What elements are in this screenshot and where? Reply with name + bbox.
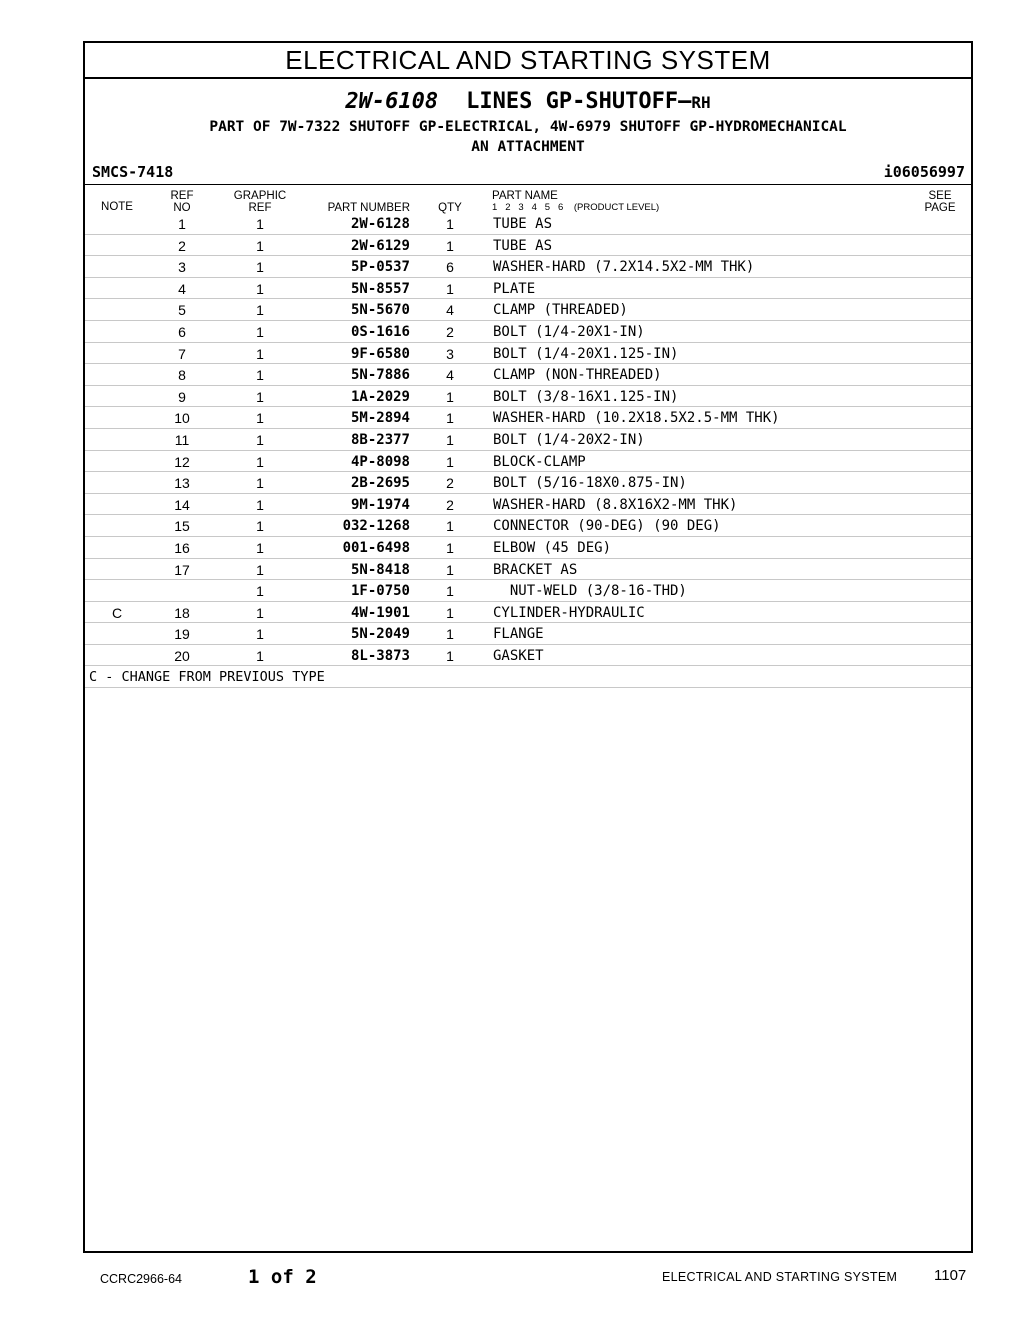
part-name-cell: BOLT (5/16-18X0.875-IN)	[493, 475, 687, 492]
quantity-cell: 1	[446, 539, 454, 556]
header-divider	[85, 184, 971, 185]
header-ref	[167, 190, 197, 214]
part-number-cell: 1A-2029	[350, 388, 410, 405]
part-of-line-1: PART OF 7W-7322 SHUTOFF GP-ELECTRICAL, 4W-6979 SHUTOFF GP-HYDROMECHANICAL	[209, 119, 847, 135]
ref-number-cell: 14	[174, 496, 190, 513]
ref-number-cell: 2	[178, 237, 186, 254]
table-row	[85, 494, 971, 516]
graphic-ref-cell: 1	[256, 626, 264, 643]
part-number-cell: 5N-8557	[350, 280, 410, 297]
table-row	[85, 537, 971, 559]
table-row	[85, 213, 971, 235]
graphic-ref-cell: 1	[256, 323, 264, 340]
table-row	[85, 451, 971, 473]
part-of-line-2: AN ATTACHMENT	[471, 139, 585, 155]
table-row	[85, 559, 971, 581]
table-row	[85, 407, 971, 429]
header-ref-bottom: NO	[173, 202, 191, 214]
quantity-cell: 1	[446, 237, 454, 254]
smcs-code: SMCS-7418	[92, 163, 174, 181]
table-row	[85, 321, 971, 343]
part-name-cell: BLOCK-CLAMP	[493, 453, 586, 470]
table-row	[85, 472, 971, 494]
part-name-cell: BRACKET AS	[493, 561, 578, 578]
graphic-ref-cell: 1	[256, 475, 264, 492]
graphic-ref-cell: 1	[256, 280, 264, 297]
header-see-bottom: PAGE	[924, 202, 956, 214]
part-number-cell: 4W-1901	[350, 604, 410, 621]
quantity-cell: 2	[446, 475, 454, 492]
part-number-cell: 5N-5670	[350, 302, 410, 319]
quantity-cell: 2	[446, 496, 454, 513]
table-row	[85, 278, 971, 300]
ref-number-cell: 11	[174, 431, 190, 448]
part-name-cell: FLANGE	[493, 626, 544, 643]
part-name-cell: CLAMP (NON-THREADED)	[493, 367, 662, 384]
part-name-cell: WASHER-HARD (7.2X14.5X2-MM THK)	[493, 259, 755, 276]
ref-number-cell: 7	[178, 345, 186, 362]
graphic-ref-cell: 1	[256, 561, 264, 578]
quantity-cell: 4	[446, 302, 454, 319]
quantity-cell: 1	[446, 518, 454, 535]
graphic-ref-cell: 1	[256, 237, 264, 254]
table-row	[85, 299, 971, 321]
quantity-cell: 1	[446, 216, 454, 232]
quantity-cell: 1	[446, 453, 454, 470]
part-name-cell: CLAMP (THREADED)	[493, 302, 628, 319]
table-row	[85, 623, 971, 645]
graphic-ref-cell: 1	[256, 583, 264, 600]
table-row	[85, 515, 971, 537]
ref-number-cell: 6	[178, 323, 186, 340]
part-number-cell: 5N-8418	[350, 561, 410, 578]
ref-number-cell: 15	[174, 518, 190, 535]
quantity-cell: 1	[446, 410, 454, 427]
ref-number-cell: 10	[174, 410, 190, 427]
header-graphic-top: GRAPHIC	[233, 190, 287, 202]
header-see-page	[920, 190, 960, 214]
graphic-ref-cell: 1	[256, 518, 264, 535]
quantity-cell: 3	[446, 345, 454, 362]
graphic-ref-cell: 1	[256, 647, 264, 664]
parts-table	[85, 213, 971, 688]
graphic-ref-cell: 1	[256, 604, 264, 621]
graphic-ref-cell: 1	[256, 367, 264, 384]
part-number-cell: 2B-2695	[350, 475, 410, 492]
quantity-cell: 1	[446, 604, 454, 621]
ref-number-cell: 4	[178, 280, 186, 297]
quantity-cell: 1	[446, 583, 454, 600]
group-title	[85, 89, 971, 116]
note-cell: C	[111, 604, 123, 621]
part-name-cell: BOLT (1/4-20X1.125-IN)	[493, 345, 679, 362]
ref-number-cell: 20	[174, 647, 190, 664]
part-name-cell: CYLINDER-HYDRAULIC	[493, 604, 645, 621]
part-name-cell: BOLT (3/8-16X1.125-IN)	[493, 388, 679, 405]
part-number-cell: 5N-2049	[350, 626, 410, 643]
group-name: LINES GP-SHUTOFF	[466, 89, 679, 114]
ref-number-cell: 3	[178, 259, 186, 276]
ref-number-cell: 19	[174, 626, 190, 643]
part-number-cell: 5M-2894	[350, 410, 410, 427]
part-name-cell: GASKET	[493, 647, 544, 664]
graphic-ref-cell: 1	[256, 216, 264, 232]
part-number-cell: 8B-2377	[350, 431, 410, 448]
part-number-cell: 2W-6128	[350, 216, 410, 232]
part-number-cell: 4P-8098	[350, 453, 410, 470]
header-graphic-bottom: REF	[248, 202, 272, 214]
quantity-cell: 4	[446, 367, 454, 384]
graphic-ref-cell: 1	[256, 259, 264, 276]
header-product-level: (PRODUCT LEVEL)	[573, 202, 660, 213]
part-name-cell: NUT-WELD (3/8-16-THD)	[493, 583, 687, 600]
part-name-cell: BOLT (1/4-20X2-IN)	[493, 431, 645, 448]
group-dash: —	[678, 89, 692, 114]
part-of-text	[85, 117, 971, 157]
table-row	[85, 364, 971, 386]
quantity-cell: 1	[446, 431, 454, 448]
quantity-cell: 2	[446, 323, 454, 340]
ref-number-cell: 1	[178, 216, 186, 232]
quantity-cell: 6	[446, 259, 454, 276]
header-part-name	[492, 190, 659, 214]
header-ref-top: REF	[170, 190, 194, 202]
part-name-cell: PLATE	[493, 280, 536, 297]
part-number-cell: 2W-6129	[350, 237, 410, 254]
part-name-cell: BOLT (1/4-20X1-IN)	[493, 323, 645, 340]
group-part-number: 2W-6108	[345, 89, 439, 114]
header-note: NOTE	[101, 201, 133, 213]
part-name-cell: CONNECTOR (90-DEG) (90 DEG)	[493, 518, 721, 535]
illustration-id: i06056997	[883, 163, 965, 181]
part-number-cell: 5P-0537	[350, 259, 410, 276]
part-name-cell: TUBE AS	[493, 237, 553, 254]
footnote-text: C - CHANGE FROM PREVIOUS TYPE	[89, 669, 325, 686]
header-part-number: PART NUMBER	[327, 202, 410, 214]
part-number-cell: 0S-1616	[350, 323, 410, 340]
quantity-cell: 1	[446, 388, 454, 405]
quantity-cell: 1	[446, 561, 454, 578]
part-name-cell: WASHER-HARD (8.8X16X2-MM THK)	[493, 496, 738, 513]
graphic-ref-cell: 1	[256, 539, 264, 556]
ref-number-cell: 12	[174, 453, 190, 470]
part-number-cell: 001-6498	[342, 539, 410, 556]
table-row	[85, 235, 971, 257]
ref-number-cell: 8	[178, 367, 186, 384]
header-qty: QTY	[438, 202, 462, 214]
part-name-cell: WASHER-HARD (10.2X18.5X2.5-MM THK)	[493, 410, 780, 427]
table-row	[85, 645, 971, 667]
section-title: ELECTRICAL AND STARTING SYSTEM	[85, 43, 971, 79]
ref-number-cell: 5	[178, 302, 186, 319]
table-row	[85, 343, 971, 365]
quantity-cell: 1	[446, 280, 454, 297]
part-number-cell: 9M-1974	[350, 496, 410, 513]
quantity-cell: 1	[446, 647, 454, 664]
part-number-cell: 9F-6580	[350, 345, 410, 362]
table-row	[85, 602, 971, 624]
graphic-ref-cell: 1	[256, 431, 264, 448]
group-suffix: RH	[691, 93, 711, 112]
part-number-cell: 032-1268	[342, 518, 410, 535]
graphic-ref-cell: 1	[256, 302, 264, 319]
table-row	[85, 580, 971, 602]
header-see-top: SEE	[928, 190, 952, 202]
ref-number-cell: 9	[178, 388, 186, 405]
page-of: 1 of 2	[248, 1266, 317, 1288]
part-number-cell: 8L-3873	[350, 647, 410, 664]
ref-number-cell: 17	[174, 561, 190, 578]
quantity-cell: 1	[446, 626, 454, 643]
part-name-cell: ELBOW (45 DEG)	[493, 539, 612, 556]
footnote-row	[85, 666, 971, 688]
header-graphic-ref	[225, 190, 295, 214]
table-row	[85, 386, 971, 408]
graphic-ref-cell: 1	[256, 496, 264, 513]
graphic-ref-cell: 1	[256, 388, 264, 405]
ref-number-cell: 13	[174, 475, 190, 492]
doc-code: CCRC2966-64	[100, 1272, 182, 1286]
graphic-ref-cell: 1	[256, 345, 264, 362]
header-part-name-label: PART NAME	[492, 190, 558, 202]
ref-number-cell: 16	[174, 539, 190, 556]
part-number-cell: 1F-0750	[350, 583, 410, 600]
page-number: 1107	[934, 1267, 967, 1284]
graphic-ref-cell: 1	[256, 410, 264, 427]
part-number-cell: 5N-7886	[350, 367, 410, 384]
part-name-cell: TUBE AS	[493, 216, 553, 232]
header-level-numbers: 1 2 3 4 5 6	[492, 202, 564, 213]
footer-section: ELECTRICAL AND STARTING SYSTEM	[662, 1270, 898, 1284]
table-row	[85, 256, 971, 278]
parts-frame	[83, 41, 973, 1253]
table-row	[85, 429, 971, 451]
graphic-ref-cell: 1	[256, 453, 264, 470]
ref-number-cell: 18	[174, 604, 190, 621]
